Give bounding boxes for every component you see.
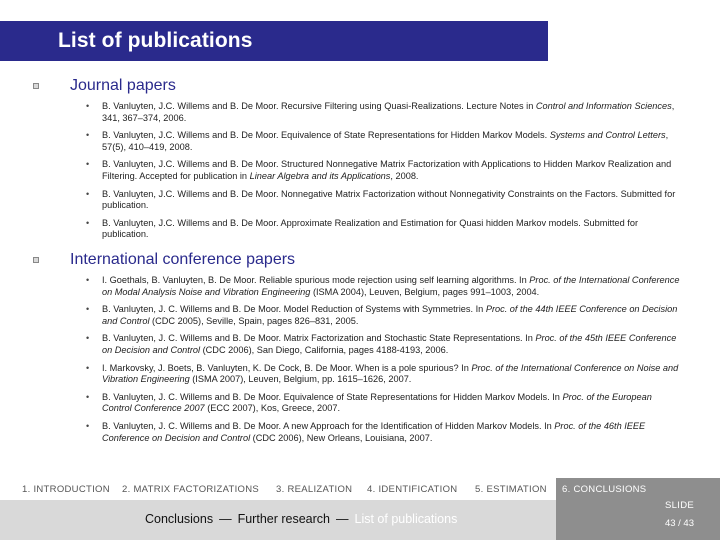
- publication-text: B. Vanluyten, J.C. Willems and B. De Moor. Equivalence of State Representations for Hidden Markov Models.: [102, 130, 550, 141]
- breadcrumb-section[interactable]: Conclusions: [145, 512, 214, 526]
- bullet-dot-icon: •: [86, 275, 90, 285]
- section-nav: [0, 478, 720, 500]
- publication-text: , 57(5), 410–419, 2008.: [102, 130, 669, 152]
- section-header: [0, 251, 720, 271]
- square-bullet-icon: [33, 257, 39, 263]
- publication-text: B. Vanluyten, J. C. Willems and B. De Moor. Matrix Factorization and Stochastic State Representations. In: [102, 333, 536, 344]
- publication-text: (ISMA 2007), Leuven, Belgium, pp. 1615–1626, 2007.: [189, 374, 412, 385]
- publication-text: B. Vanluyten, J.C. Willems and B. De Moor. Recursive Filtering using Quasi-Realizations. Lecture Notes in: [102, 101, 536, 111]
- publication-item: [0, 101, 720, 124]
- breadcrumb: [145, 512, 457, 526]
- publication-venue: Proc. of the European Control Conference 2007: [102, 391, 652, 414]
- publication-item: [0, 304, 720, 327]
- publication-text: B. Vanluyten, J.C. Willems and B. De Moor. Nonnegative Matrix Factorization without Nonnegativity Constraints on the Factors. Submitted for publication.: [102, 188, 676, 211]
- publication-venue: Proc. of the 44th IEEE Conference on Decision and Control: [102, 304, 678, 326]
- publication-venue: Systems and Control Letters: [549, 130, 666, 141]
- slide-label: SLIDE: [665, 500, 694, 511]
- bullet-dot-icon: •: [86, 362, 90, 373]
- publication-item: [0, 421, 720, 444]
- publication-text: (CDC 2006), San Diego, California, pages 4188-4193, 2006.: [200, 344, 449, 355]
- nav-item-estimation[interactable]: 5. ESTIMATION: [475, 484, 547, 495]
- publication-item: [0, 218, 720, 241]
- publication-venue: Proc. of the 46th IEEE Conference on Decision and Control: [102, 420, 646, 443]
- nav-item-identification[interactable]: 4. IDENTIFICATION: [367, 484, 458, 495]
- publication-text: (ISMA 2004), Leuven, Belgium, pages 991–1003, 2004.: [310, 286, 540, 297]
- publication-item: [0, 333, 720, 356]
- conference-list: [0, 275, 720, 444]
- breadcrumb-separator: —: [219, 512, 232, 526]
- publication-text: B. Vanluyten, J.C. Willems and B. De Moor. Structured Nonnegative Matrix Factorization with Applications to Hidden Markov Realization and Filtering. Accepted for publication in: [102, 159, 672, 181]
- publication-venue: Control and Information Sciences: [535, 101, 672, 111]
- title-bar: [0, 21, 548, 61]
- slide-indicator: [556, 500, 720, 540]
- bullet-dot-icon: •: [86, 304, 90, 315]
- journal-list: [0, 101, 720, 241]
- publication-text: (CDC 2005), Seville, Spain, pages 826–831, 2005.: [149, 315, 359, 326]
- publication-text: B. Vanluyten, J. C. Willems and B. De Moor. Model Reduction of Systems with Symmetries. In: [102, 304, 486, 315]
- publication-item: [0, 130, 720, 153]
- publication-text: B. Vanluyten, J. C. Willems and B. De Moor. A new Approach for the Identification of Hidden Markov Models. In: [102, 420, 555, 431]
- bullet-dot-icon: •: [86, 188, 90, 199]
- section-journal-papers: [0, 77, 720, 247]
- nav-item-introduction[interactable]: 1. INTRODUCTION: [22, 484, 110, 495]
- publication-venue: Linear Algebra and its Applications: [249, 170, 391, 181]
- bullet-dot-icon: •: [86, 333, 90, 344]
- publication-venue: Proc. of the 45th IEEE Conference on Decision and Control: [102, 333, 677, 355]
- publication-text: (ECC 2007), Kos, Greece, 2007.: [204, 403, 340, 414]
- slide-counter: 43 / 43: [664, 518, 694, 529]
- breadcrumb-current[interactable]: List of publications: [354, 512, 458, 526]
- bullet-dot-icon: •: [86, 420, 90, 431]
- publication-text: B. Vanluyten, J. C. Willems and B. De Moor. Equivalence of State Representations for Hidden Markov Models. In: [102, 391, 563, 402]
- bullet-dot-icon: •: [86, 217, 90, 228]
- publication-item: [0, 392, 720, 415]
- publication-item: [0, 189, 720, 212]
- publication-item: [0, 159, 720, 182]
- breadcrumb-separator: —: [336, 512, 349, 526]
- footer-bar: [0, 500, 720, 540]
- nav-item-matrix-factorizations[interactable]: 2. MATRIX FACTORIZATIONS: [122, 484, 260, 495]
- square-bullet-icon: [33, 83, 39, 89]
- publication-text: , 341, 367–374, 2006.: [102, 101, 675, 123]
- section-title: International conference papers: [70, 251, 296, 268]
- publication-text: I. Markovsky, J. Boets, B. Vanluyten, K. De Cock, B. De Moor. When is a pole spurious? In: [102, 362, 472, 373]
- section-conference-papers: [0, 251, 720, 450]
- publication-text: (CDC 2006), New Orleans, Louisiana, 2007.: [250, 432, 433, 443]
- breadcrumb-subsection[interactable]: Further research: [237, 512, 330, 526]
- bullet-dot-icon: •: [86, 391, 90, 402]
- publication-venue: Proc. of the International Conference on Modal Analysis Noise and Vibration Engineering: [102, 275, 680, 297]
- bullet-dot-icon: •: [86, 159, 90, 170]
- publication-item: [0, 275, 720, 298]
- publication-item: [0, 363, 720, 386]
- nav-item-conclusions[interactable]: [556, 478, 720, 500]
- section-header: [0, 77, 720, 97]
- nav-item-realization[interactable]: 3. REALIZATION: [276, 484, 353, 495]
- bullet-dot-icon: •: [86, 101, 90, 111]
- publication-venue: Proc. of the International Conference on Noise and Vibration Engineering: [102, 362, 679, 385]
- nav-active-label: 6. CONCLUSIONS: [562, 484, 647, 495]
- publication-text: I. Goethals, B. Vanluyten, B. De Moor. Reliable spurious mode rejection using self learning algorithms. In: [102, 275, 530, 285]
- section-title: Journal papers: [70, 77, 176, 94]
- page-title: List of publications: [58, 29, 253, 52]
- publication-text: , 2008.: [390, 170, 419, 181]
- bullet-dot-icon: •: [86, 130, 90, 141]
- publication-text: B. Vanluyten, J.C. Willems and B. De Moor. Approximate Realization and Estimation for Quasi hidden Markov models. Submitted for publication.: [102, 217, 639, 240]
